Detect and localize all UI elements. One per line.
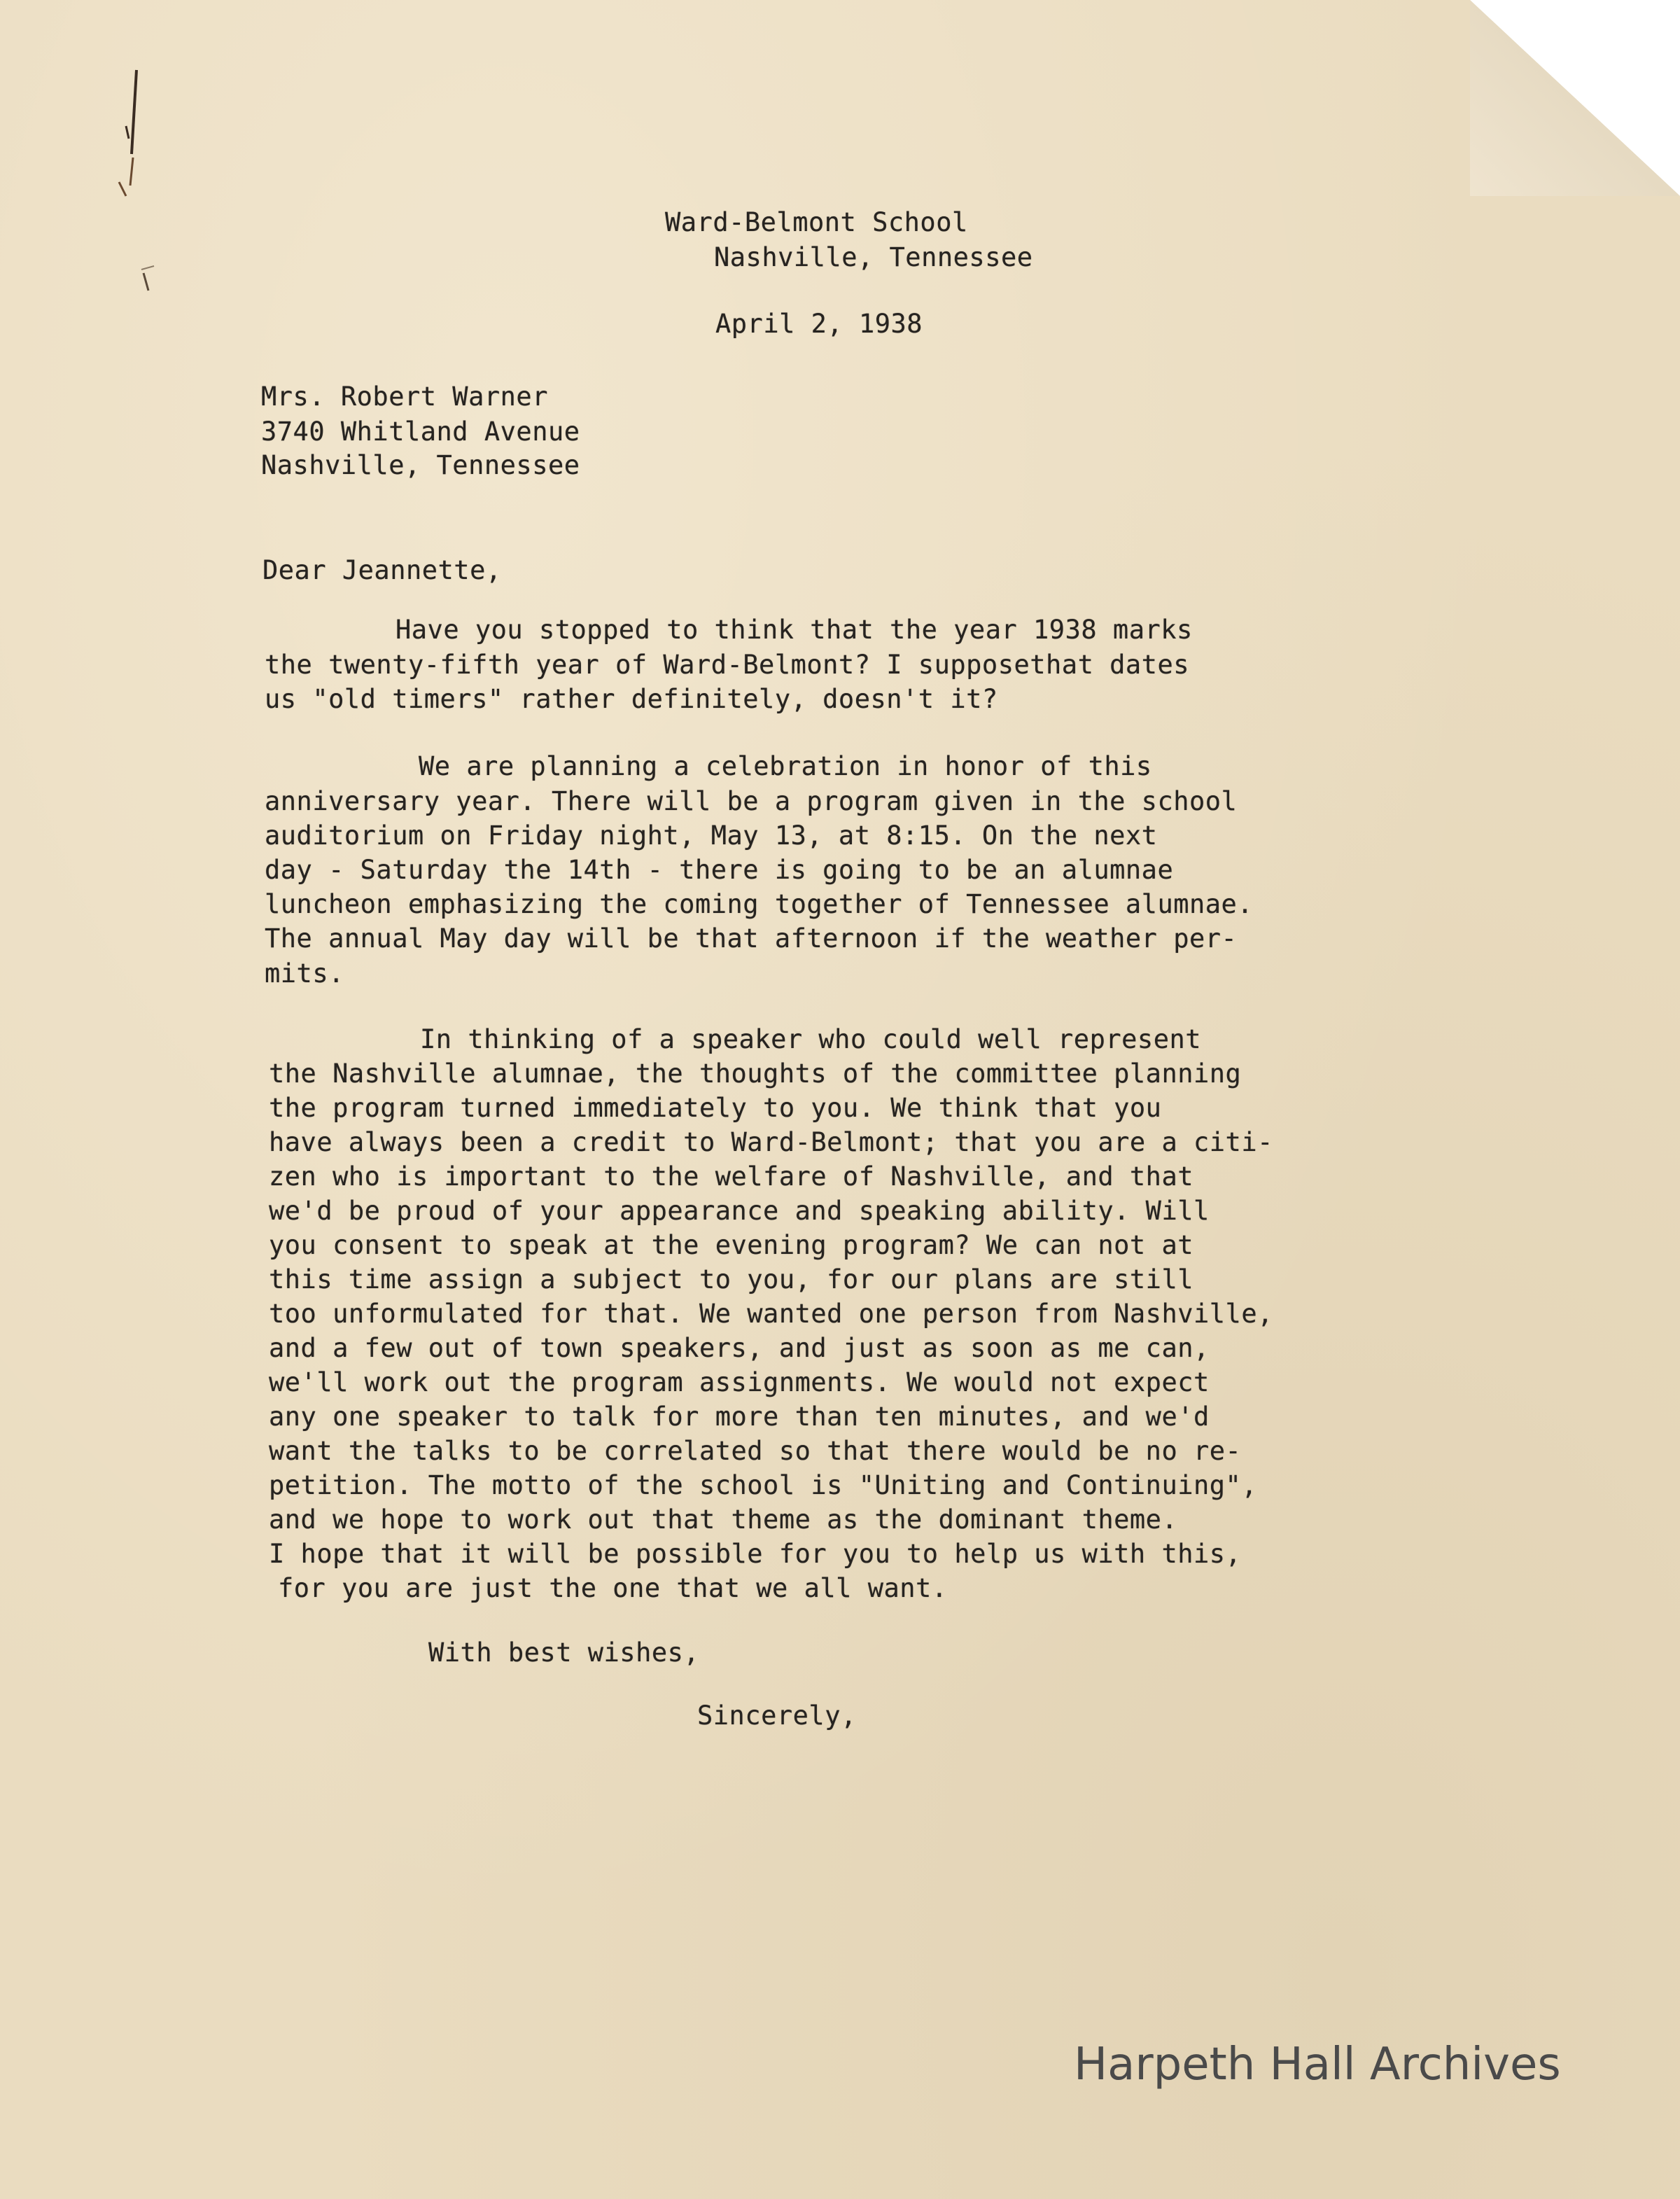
paragraph-line: I hope that it will be possible for you to help us with this, (269, 1539, 1242, 1569)
archive-watermark: Harpeth Hall Archives (1074, 2039, 1561, 2090)
paragraph-line: the program turned immediately to you. We think that you (269, 1093, 1162, 1123)
paragraph-line: day - Saturday the 14th - there is going to be an alumnae (265, 855, 1174, 885)
paragraph-line: anniversary year. There will be a program given in the school (265, 786, 1238, 816)
paragraph-line: mits. (265, 958, 344, 989)
paragraph-line: auditorium on Friday night, May 13, at 8:15. On the next (265, 821, 1158, 851)
recipient-city: Nashville, Tennessee (261, 450, 580, 480)
paragraph-line: zen who is important to the welfare of Nashville, and that (269, 1161, 1194, 1192)
letterhead-school-name: Ward-Belmont School (665, 207, 968, 237)
paragraph-line: we'll work out the program assignments. We would not expect (269, 1367, 1210, 1397)
paragraph-line: too unformulated for that. We wanted one person from Nashville, (269, 1299, 1273, 1329)
paragraph-line: We are planning a celebration in honor of this (419, 751, 1152, 781)
paragraph-line: you consent to speak at the evening program? We can not at (269, 1230, 1194, 1260)
margin-pencil-marks (105, 56, 203, 308)
letter-date: April 2, 1938 (715, 309, 923, 339)
paragraph-line: this time assign a subject to you, for our plans are still (269, 1264, 1194, 1294)
paragraph-line: we'd be proud of your appearance and speaking ability. Will (269, 1196, 1210, 1226)
paragraph-line: have always been a credit to Ward-Belmont; that you are a citi- (269, 1127, 1273, 1157)
paragraph-line: petition. The motto of the school is "Uniting and Continuing", (269, 1470, 1258, 1500)
paragraph-line: and a few out of town speakers, and just as soon as me can, (269, 1333, 1210, 1363)
salutation: Dear Jeannette, (262, 555, 502, 585)
paragraph-line: luncheon emphasizing the coming together of Tennessee alumnae. (265, 889, 1254, 919)
paragraph-line: us "old timers" rather definitely, doesn't it? (265, 684, 998, 714)
paragraph-line: want the talks to be correlated so that there would be no re- (269, 1436, 1242, 1466)
paragraph-line: Have you stopped to think that the year 1938 marks (396, 615, 1193, 645)
paragraph-line: and we hope to work out that theme as the dominant theme. (269, 1505, 1178, 1535)
letterhead-city: Nashville, Tennessee (714, 242, 1033, 272)
closing: With best wishes, (428, 1638, 700, 1668)
paragraph-line: for you are just the one that we all want. (278, 1573, 948, 1603)
signoff: Sincerely, (697, 1701, 857, 1731)
paragraph-line: any one speaker to talk for more than ten minutes, and we'd (269, 1402, 1210, 1432)
paragraph-line: The annual May day will be that afternoon if the weather per- (265, 923, 1238, 954)
paragraph-line: the twenty-fifth year of Ward-Belmont? I supposethat dates (265, 650, 1190, 680)
recipient-name: Mrs. Robert Warner (261, 382, 548, 412)
recipient-street: 3740 Whitland Avenue (261, 417, 580, 447)
paragraph-line: the Nashville alumnae, the thoughts of the committee planning (269, 1059, 1242, 1089)
paragraph-line: In thinking of a speaker who could well represent (420, 1024, 1202, 1054)
